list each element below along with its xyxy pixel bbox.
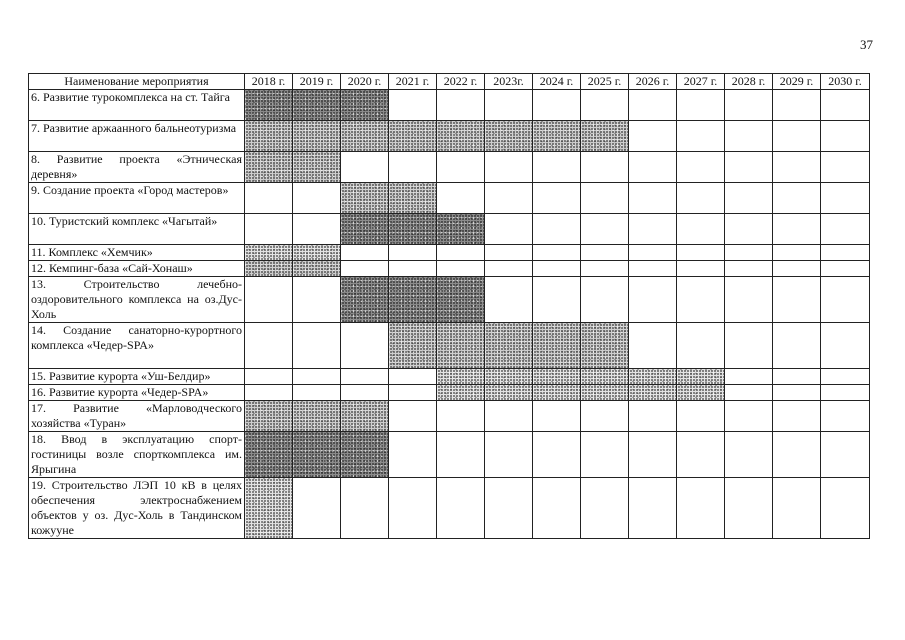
header-year: 2020 г.	[341, 74, 389, 90]
table-row	[29, 183, 870, 214]
schedule-cell-empty	[821, 121, 870, 152]
schedule-cell-empty	[389, 90, 437, 121]
schedule-cell-empty	[677, 214, 725, 245]
schedule-cell-empty	[725, 323, 773, 369]
table-row	[29, 401, 870, 432]
schedule-cell-filled	[245, 245, 293, 261]
schedule-cell-empty	[821, 152, 870, 183]
schedule-cell-filled	[389, 121, 437, 152]
table-row	[29, 214, 870, 245]
schedule-cell-empty	[773, 385, 821, 401]
schedule-cell-empty	[485, 152, 533, 183]
schedule-cell-empty	[821, 214, 870, 245]
activity-name: 10. Туристский комплекс «Чагытай»	[29, 214, 245, 245]
schedule-cell-filled	[341, 183, 389, 214]
schedule-cell-empty	[821, 369, 870, 385]
schedule-cell-empty	[485, 214, 533, 245]
header-year: 2025 г.	[581, 74, 629, 90]
activity-name: 11. Комплекс «Хемчик»	[29, 245, 245, 261]
schedule-cell-empty	[293, 214, 341, 245]
schedule-cell-empty	[677, 277, 725, 323]
schedule-cell-empty	[581, 214, 629, 245]
schedule-cell-empty	[677, 478, 725, 539]
schedule-cell-filled	[437, 323, 485, 369]
schedule-cell-empty	[533, 90, 581, 121]
schedule-cell-empty	[245, 323, 293, 369]
schedule-cell-filled	[437, 385, 485, 401]
schedule-cell-empty	[341, 152, 389, 183]
schedule-cell-empty	[485, 90, 533, 121]
schedule-cell-empty	[293, 385, 341, 401]
schedule-cell-filled	[293, 121, 341, 152]
schedule-cell-empty	[725, 214, 773, 245]
table-row	[29, 152, 870, 183]
schedule-cell-empty	[629, 183, 677, 214]
schedule-cell-empty	[629, 214, 677, 245]
schedule-cell-empty	[821, 245, 870, 261]
schedule-cell-empty	[821, 432, 870, 478]
schedule-cell-filled	[341, 432, 389, 478]
schedule-cell-filled	[341, 214, 389, 245]
schedule-table	[28, 73, 870, 539]
schedule-cell-filled	[293, 90, 341, 121]
schedule-cell-empty	[581, 261, 629, 277]
schedule-cell-filled	[437, 121, 485, 152]
schedule-cell-filled	[389, 277, 437, 323]
schedule-cell-empty	[725, 90, 773, 121]
header-year: 2028 г.	[725, 74, 773, 90]
schedule-cell-filled	[245, 152, 293, 183]
schedule-cell-empty	[437, 152, 485, 183]
schedule-cell-empty	[581, 401, 629, 432]
schedule-cell-empty	[629, 323, 677, 369]
activity-name: 7. Развитие аржаанного бальнеотуризма	[29, 121, 245, 152]
header-name: Наименование мероприятия	[29, 74, 245, 90]
schedule-cell-empty	[293, 277, 341, 323]
schedule-cell-empty	[725, 261, 773, 277]
schedule-cell-empty	[773, 432, 821, 478]
schedule-cell-empty	[485, 245, 533, 261]
schedule-cell-empty	[773, 245, 821, 261]
schedule-cell-filled	[341, 277, 389, 323]
schedule-cell-filled	[245, 478, 293, 539]
schedule-cell-filled	[341, 121, 389, 152]
schedule-cell-empty	[389, 401, 437, 432]
table-row	[29, 478, 870, 539]
schedule-cell-empty	[629, 432, 677, 478]
schedule-cell-empty	[821, 385, 870, 401]
header-year: 2030 г.	[821, 74, 870, 90]
schedule-cell-empty	[485, 261, 533, 277]
schedule-cell-empty	[677, 401, 725, 432]
schedule-cell-empty	[341, 478, 389, 539]
schedule-cell-empty	[677, 152, 725, 183]
schedule-cell-empty	[821, 478, 870, 539]
header-year: 2021 г.	[389, 74, 437, 90]
schedule-cell-empty	[773, 277, 821, 323]
schedule-cell-empty	[389, 245, 437, 261]
schedule-cell-empty	[725, 385, 773, 401]
schedule-cell-empty	[293, 323, 341, 369]
schedule-cell-empty	[677, 121, 725, 152]
schedule-cell-empty	[773, 401, 821, 432]
schedule-cell-empty	[245, 385, 293, 401]
schedule-cell-filled	[341, 401, 389, 432]
header-year: 2019 г.	[293, 74, 341, 90]
schedule-cell-empty	[485, 401, 533, 432]
schedule-cell-filled	[245, 121, 293, 152]
schedule-cell-empty	[437, 478, 485, 539]
schedule-cell-empty	[581, 183, 629, 214]
activity-name: 19. Строительство ЛЭП 10 кВ в целях обеспечения электроснабжением объектов у оз. Дус-Холь в Тандинском кожууне	[29, 478, 245, 539]
schedule-cell-empty	[629, 121, 677, 152]
schedule-cell-empty	[437, 183, 485, 214]
header-year: 2018 г.	[245, 74, 293, 90]
schedule-cell-empty	[581, 152, 629, 183]
schedule-cell-empty	[725, 277, 773, 323]
schedule-cell-empty	[245, 183, 293, 214]
schedule-cell-filled	[245, 401, 293, 432]
schedule-cell-filled	[245, 261, 293, 277]
header-year: 2024 г.	[533, 74, 581, 90]
schedule-cell-empty	[773, 214, 821, 245]
schedule-body	[29, 90, 870, 539]
page-number: 37	[860, 37, 873, 52]
activity-name: 16. Развитие курорта «Чедер-SPA»	[29, 385, 245, 401]
schedule-cell-empty	[725, 432, 773, 478]
schedule-cell-empty	[341, 323, 389, 369]
schedule-cell-empty	[389, 478, 437, 539]
activity-name: 13. Строительство лечебно-оздоровительного комплекса на оз.Дус-Холь	[29, 277, 245, 323]
schedule-cell-empty	[485, 478, 533, 539]
schedule-cell-empty	[485, 432, 533, 478]
schedule-cell-filled	[581, 121, 629, 152]
schedule-cell-empty	[533, 152, 581, 183]
schedule-cell-empty	[245, 214, 293, 245]
schedule-cell-empty	[677, 261, 725, 277]
table-row	[29, 261, 870, 277]
schedule-cell-empty	[773, 369, 821, 385]
schedule-cell-filled	[437, 369, 485, 385]
schedule-cell-empty	[437, 245, 485, 261]
schedule-cell-empty	[821, 401, 870, 432]
schedule-cell-empty	[677, 245, 725, 261]
schedule-cell-filled	[245, 90, 293, 121]
schedule-cell-empty	[533, 432, 581, 478]
schedule-cell-empty	[341, 369, 389, 385]
schedule-cell-filled	[581, 369, 629, 385]
schedule-cell-empty	[725, 152, 773, 183]
schedule-cell-empty	[389, 369, 437, 385]
schedule-cell-empty	[437, 432, 485, 478]
schedule-cell-empty	[533, 478, 581, 539]
schedule-cell-filled	[677, 385, 725, 401]
schedule-cell-empty	[341, 245, 389, 261]
schedule-cell-empty	[725, 401, 773, 432]
schedule-cell-filled	[293, 432, 341, 478]
schedule-cell-empty	[293, 369, 341, 385]
schedule-cell-empty	[773, 152, 821, 183]
schedule-cell-filled	[293, 152, 341, 183]
schedule-cell-empty	[725, 183, 773, 214]
schedule-cell-filled	[341, 90, 389, 121]
schedule-cell-empty	[725, 478, 773, 539]
schedule-cell-empty	[629, 401, 677, 432]
schedule-cell-empty	[437, 90, 485, 121]
schedule-cell-empty	[341, 261, 389, 277]
schedule-cell-empty	[533, 401, 581, 432]
table-row	[29, 90, 870, 121]
schedule-cell-empty	[725, 121, 773, 152]
header-year: 2023г.	[485, 74, 533, 90]
schedule-cell-empty	[533, 277, 581, 323]
schedule-cell-empty	[821, 277, 870, 323]
schedule-cell-empty	[389, 385, 437, 401]
schedule-cell-empty	[581, 245, 629, 261]
schedule-cell-empty	[677, 432, 725, 478]
schedule-cell-filled	[581, 385, 629, 401]
schedule-cell-filled	[293, 401, 341, 432]
schedule-cell-empty	[821, 323, 870, 369]
schedule-cell-empty	[341, 385, 389, 401]
schedule-cell-empty	[389, 261, 437, 277]
schedule-cell-empty	[629, 245, 677, 261]
schedule-cell-empty	[485, 183, 533, 214]
table-row	[29, 432, 870, 478]
header-year: 2029 г.	[773, 74, 821, 90]
schedule-cell-empty	[773, 478, 821, 539]
activity-name: 17. Развитие «Марловодческого хозяйства «Туран»	[29, 401, 245, 432]
schedule-cell-empty	[581, 478, 629, 539]
table-row	[29, 369, 870, 385]
schedule-cell-empty	[725, 245, 773, 261]
table-row	[29, 385, 870, 401]
schedule-cell-filled	[533, 121, 581, 152]
schedule-cell-filled	[485, 323, 533, 369]
schedule-cell-filled	[293, 245, 341, 261]
schedule-cell-empty	[629, 90, 677, 121]
schedule-cell-empty	[773, 323, 821, 369]
schedule-cell-empty	[245, 369, 293, 385]
schedule-cell-filled	[629, 385, 677, 401]
schedule-cell-empty	[533, 245, 581, 261]
schedule-cell-filled	[245, 432, 293, 478]
schedule-cell-empty	[437, 401, 485, 432]
schedule-cell-empty	[773, 261, 821, 277]
schedule-cell-empty	[725, 369, 773, 385]
schedule-cell-filled	[437, 214, 485, 245]
schedule-cell-filled	[629, 369, 677, 385]
schedule-cell-filled	[485, 121, 533, 152]
schedule-cell-empty	[773, 90, 821, 121]
schedule-cell-empty	[485, 277, 533, 323]
schedule-cell-empty	[677, 323, 725, 369]
schedule-cell-empty	[821, 183, 870, 214]
schedule-cell-empty	[821, 261, 870, 277]
schedule-cell-empty	[293, 478, 341, 539]
schedule-cell-filled	[485, 369, 533, 385]
schedule-cell-empty	[437, 261, 485, 277]
schedule-cell-empty	[773, 121, 821, 152]
activity-name: 14. Создание санаторно-курортного комплекса «Чедер-SPA»	[29, 323, 245, 369]
table-row	[29, 245, 870, 261]
schedule-cell-filled	[485, 385, 533, 401]
schedule-cell-empty	[533, 214, 581, 245]
activity-name: 9. Создание проекта «Город мастеров»	[29, 183, 245, 214]
schedule-cell-filled	[389, 214, 437, 245]
schedule-cell-empty	[293, 183, 341, 214]
schedule-cell-empty	[581, 90, 629, 121]
schedule-cell-empty	[581, 277, 629, 323]
activity-name: 8. Развитие проекта «Этническая деревня»	[29, 152, 245, 183]
schedule-cell-empty	[773, 183, 821, 214]
schedule-cell-filled	[437, 277, 485, 323]
schedule-cell-empty	[629, 478, 677, 539]
schedule-cell-filled	[389, 183, 437, 214]
header-year: 2027 г.	[677, 74, 725, 90]
schedule-cell-empty	[389, 152, 437, 183]
activity-name: 15. Развитие курорта «Уш-Белдир»	[29, 369, 245, 385]
schedule-cell-empty	[629, 277, 677, 323]
schedule-cell-filled	[533, 369, 581, 385]
activity-name: 18. Ввод в эксплуатацию спорт-гостиницы возле спорткомплекса им. Ярыгина	[29, 432, 245, 478]
schedule-cell-empty	[581, 432, 629, 478]
schedule-cell-filled	[533, 323, 581, 369]
table-row	[29, 323, 870, 369]
table-row	[29, 121, 870, 152]
schedule-cell-empty	[677, 90, 725, 121]
activity-name: 12. Кемпинг-база «Сай-Хонаш»	[29, 261, 245, 277]
schedule-cell-empty	[677, 183, 725, 214]
schedule-cell-empty	[245, 277, 293, 323]
schedule-cell-filled	[293, 261, 341, 277]
schedule-cell-filled	[389, 323, 437, 369]
schedule-cell-empty	[629, 261, 677, 277]
schedule-cell-filled	[581, 323, 629, 369]
schedule-cell-empty	[629, 152, 677, 183]
schedule-cell-filled	[677, 369, 725, 385]
schedule-cell-empty	[389, 432, 437, 478]
header-row	[29, 74, 870, 90]
schedule-cell-filled	[533, 385, 581, 401]
schedule-cell-empty	[533, 183, 581, 214]
schedule-cell-empty	[821, 90, 870, 121]
activity-name: 6. Развитие турокомплекса на ст. Тайга	[29, 90, 245, 121]
header-year: 2026 г.	[629, 74, 677, 90]
table-row	[29, 277, 870, 323]
header-year: 2022 г.	[437, 74, 485, 90]
schedule-cell-empty	[533, 261, 581, 277]
